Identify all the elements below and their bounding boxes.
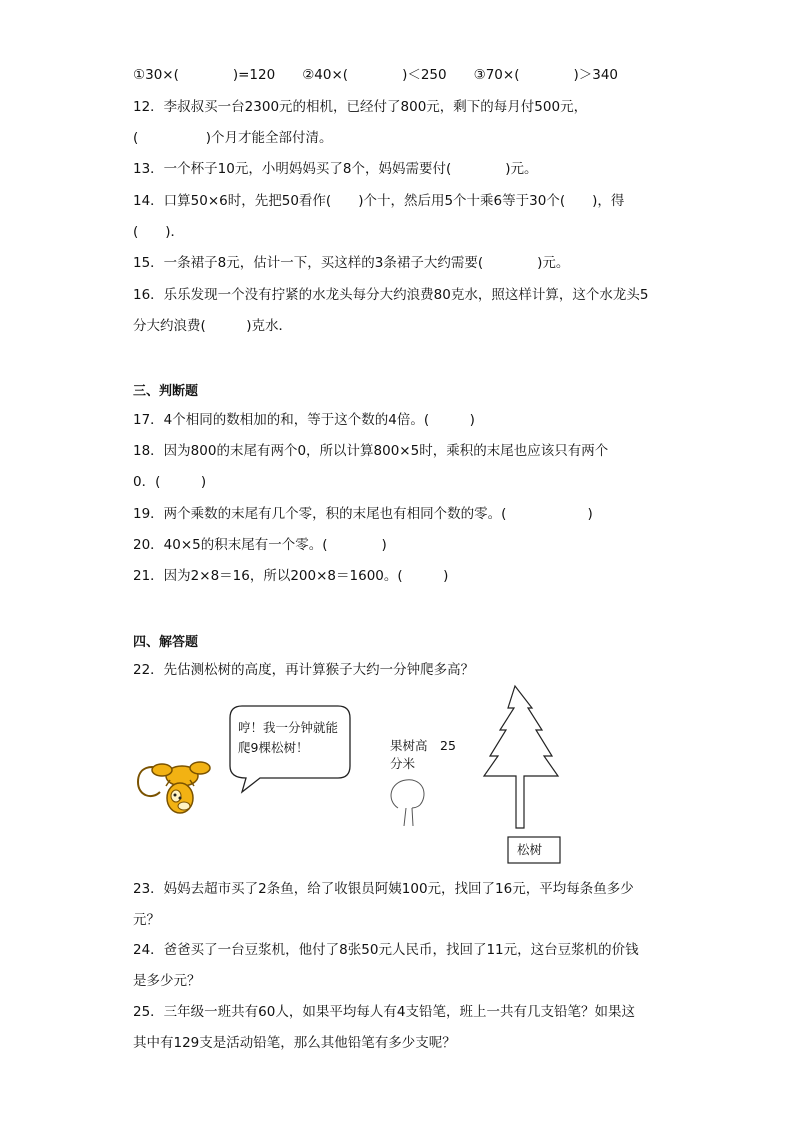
section-answer-heading: 四、解答题	[133, 635, 199, 650]
section-judgement-heading: 三、判断题	[133, 384, 199, 399]
q20: 20．40×5的积末尾有一个零。( )	[133, 537, 387, 553]
bubble-line1: 哼！我一分钟就能	[238, 720, 339, 735]
q24-line1: 24．爸爸买了一台豆浆机，他付了8张50元人民币，找回了11元，这台豆浆机的价钱	[133, 942, 639, 958]
fruit-tree-icon	[391, 780, 424, 826]
q18-line1: 18．因为800的末尾有两个0，所以计算800×5时，乘积的末尾也应该只有两个	[133, 443, 609, 459]
q24-line2: 是多少元？	[133, 973, 201, 989]
q23-line1: 23．妈妈去超市买了2条鱼，给了收银员阿姨100元，找回了16元，平均每条鱼多少	[133, 881, 634, 897]
q23-line2: 元？	[133, 912, 160, 928]
q14-line1: 14．口算50×6时，先把50看作( )个十，然后用5个十乘6等于30个( )，得	[133, 193, 625, 209]
q13: 13．一个杯子10元，小明妈妈买了8个，妈妈需要付( )元。	[133, 161, 538, 177]
q25-line1: 25．三年级一班共有60人，如果平均每人有4支铅笔，班上一共有几支铅笔？如果这	[133, 1004, 635, 1020]
pine-tree-label: 松树	[517, 842, 543, 857]
q19: 19．两个乘数的末尾有几个零，积的末尾也有相同个数的零。( )	[133, 506, 593, 522]
q17: 17．4个相同的数相加的和，等于这个数的4倍。( )	[133, 412, 475, 428]
q14-line2: ( )．	[133, 224, 185, 240]
q21: 21．因为2×8＝16，所以200×8＝1600。( )	[133, 568, 449, 584]
q12-line2: ( )个月才能全部付清。	[133, 130, 333, 146]
q11-blanks: ①30×( )=120 ②40×( )＜250 ③70×( )＞340	[133, 67, 618, 83]
q22: 22．先估测松树的高度，再计算猴子大约一分钟爬多高？	[133, 662, 475, 678]
q16-line2: 分大约浪费( )克水．	[133, 318, 293, 334]
q25-line2: 其中有129支是活动铅笔，那么其他铅笔有多少支呢？	[133, 1035, 456, 1051]
q12-line1: 12．李叔叔买一台2300元的相机，已经付了800元，剩下的每月付500元，	[133, 99, 588, 115]
fruit-tree-label-line2: 分米	[390, 756, 416, 771]
q16-line1: 16．乐乐发现一个没有拧紧的水龙头每分大约浪费80克水，照这样计算，这个水龙头5	[133, 287, 649, 303]
q15: 15．一条裙子8元，估计一下，买这样的3条裙子大约需要( )元。	[133, 255, 570, 271]
fruit-tree-label-line1: 果树高 25	[390, 738, 456, 753]
pine-tree-icon	[484, 686, 558, 828]
monkey-icon	[138, 762, 210, 813]
q18-line2: 0．( )	[133, 474, 207, 490]
monkey-tree-figure	[130, 680, 610, 870]
bubble-line2: 爬9棵松树！	[238, 740, 309, 755]
